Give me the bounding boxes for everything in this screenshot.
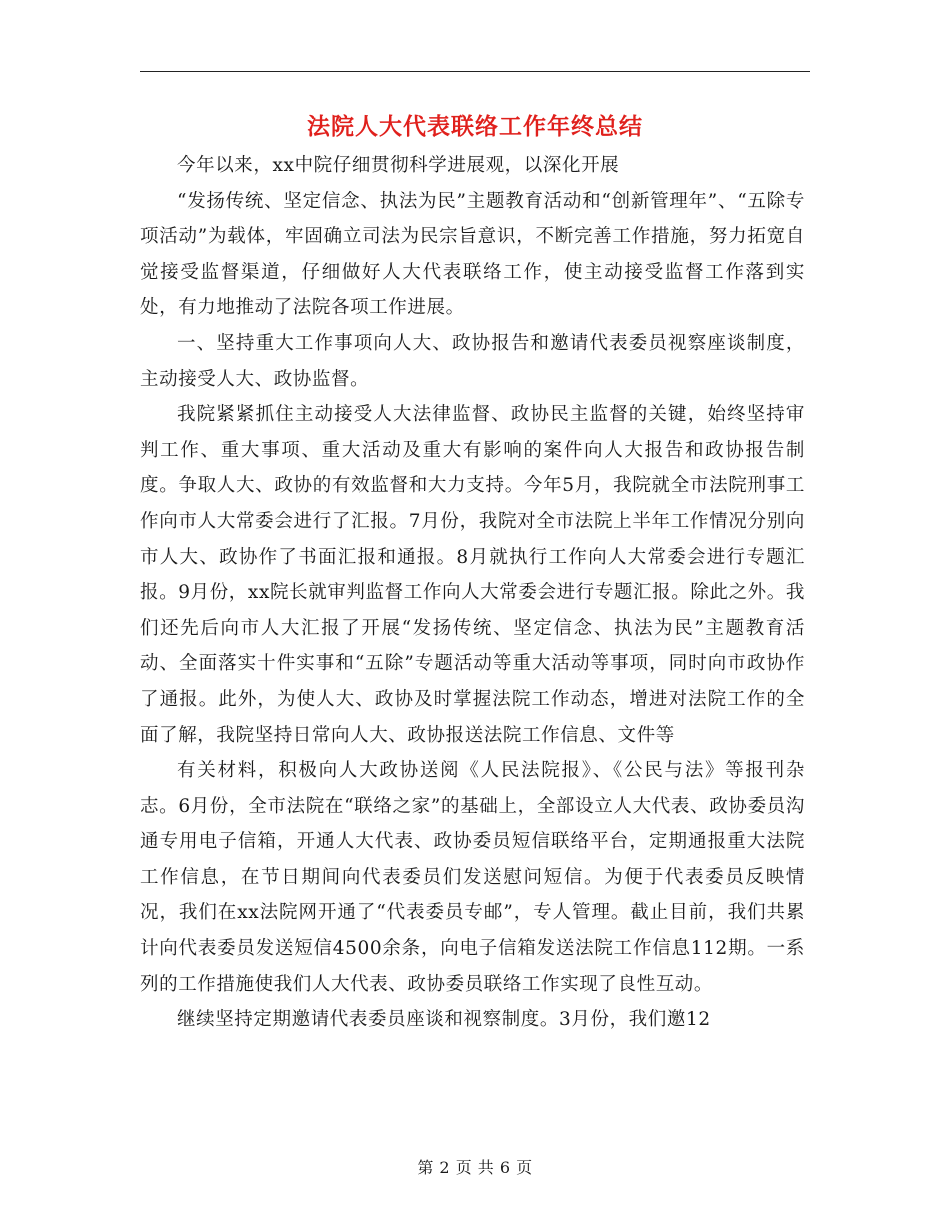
paragraph-5: 有关材料，积极向人大政协送阅《人民法院报》、《公民与法》等报刊杂志。6月份，全市法院在“联络之家”的基础上，全部设立人大代表、政协委员沟通专用电子信箱，开通人大代表、政协委员短信联络平台，定期通报重大法院工作信息，在节日期间向代表委员们发送慰问短信。为便于代表委员反映情况，我们在xx法院网开通了“代表委员专邮”，专人管理。截止目前，我们共累计向代表委员发送短信4500余条，向电子信箱发送法院工作信息112期。一系列的工作措施使我们人大代表、政协委员联络工作实现了良性互动。 [140, 760, 805, 995]
paragraph-2: “发扬传统、坚定信念、执法为民”主题教育活动和“创新管理年”、“五除专项活动”为载体，牢固确立司法为民宗旨意识，不断完善工作措施，努力拓宽自觉接受监督渠道，仔细做好人大代表联络工作，使主动接受监督工作落到实处，有力地推动了法院各项工作进展。 [140, 190, 805, 319]
paragraph-4: 我院紧紧抓住主动接受人大法律监督、政协民主监督的关键，始终坚持审判工作、重大事项、重大活动及重大有影响的案件向人大报告和政协报告制度。争取人大、政协的有效监督和大力支持。今年5月，我院就全市法院刑事工作向市人大常委会进行了汇报。7月份，我院对全市法院上半年工作情况分别向市人大、政协作了书面汇报和通报。8月就执行工作向人大常委会进行专题汇报。9月份，xx院长就审判监督工作向人大常委会进行专题汇报。除此之外。我们还先后向市人大汇报了开展“发扬传统、坚定信念、执法为民”主题教育活动、全面落实十件实事和“五除”专题活动等重大活动等事项，同时向市政协作了通报。此外，为使人大、政协及时掌握法院工作动态，增进对法院工作的全面了解，我院坚持日常向人大、政协报送法院工作信息、文件等 [140, 404, 805, 746]
header-rule [140, 71, 810, 72]
paragraph-3: 一、坚持重大工作事项向人大、政协报告和邀请代表委员视察座谈制度，主动接受人大、政协监督。 [140, 332, 805, 390]
document-title: 法院人大代表联络工作年终总结 [307, 113, 643, 140]
paragraph-1: 今年以来，xx中院仔细贯彻科学进展观，以深化开展 [177, 155, 620, 176]
paragraph-6: 继续坚持定期邀请代表委员座谈和视察制度。3月份，我们邀12 [177, 1009, 711, 1031]
page-number: 第 2 页 共 6 页 [417, 1158, 533, 1177]
document-body [140, 148, 805, 1038]
